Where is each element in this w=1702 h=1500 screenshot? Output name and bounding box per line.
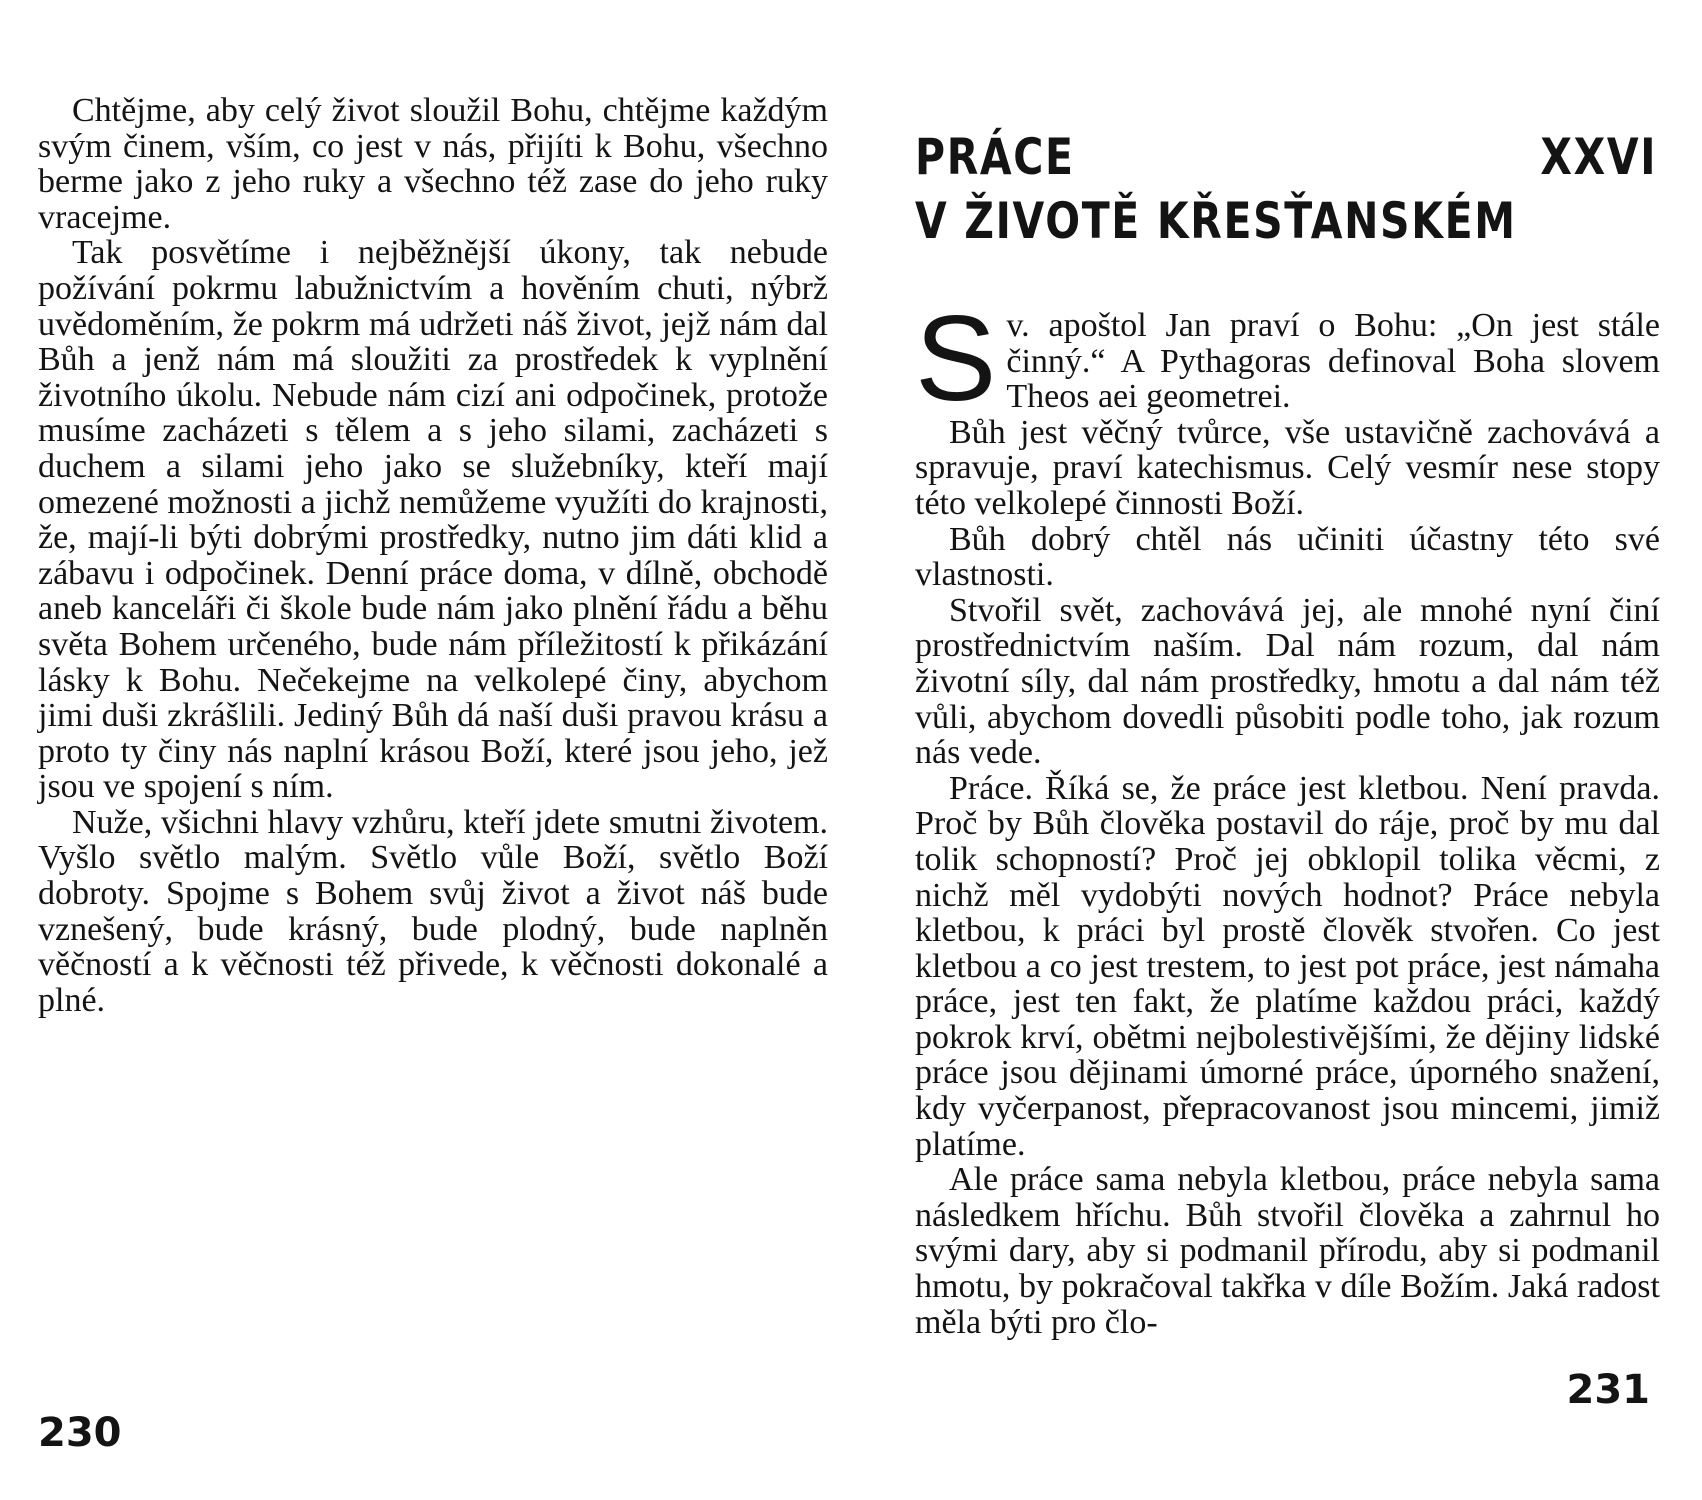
paragraph: Ale práce sama nebyla kletbou, práce nebyla sama následkem hříchu. Bůh stvořil člověka a zahrnul ho svými dary, aby si podmanil přírodu, aby si podmanil hmotu, by pokračoval takřka v díle Božím. Jaká radost měla býti pro člo- [915, 1161, 1660, 1341]
paragraph: Chtějme, aby celý život sloužil Bohu, chtějme každým svým činem, vším, co jest v nás, přijíti k Bohu, všechno berme jako z jeho ruky a všechno též zase do jeho ruky vracejme. [38, 92, 828, 236]
paragraph: Tak posvětíme i nejběžnější úkony, tak nebude požívání pokrmu labužnictvím a hověním chuti, nýbrž uvědoměním, že pokrm má udržeti náš život, jejž nám dal Bůh a jenž nám má sloužiti za prostředek k vyplnění životního úkolu. Nebude nám cizí ani odpočinek, protože musíme zacházeti s tělem a s jeho silami, zacházeti s duchem a silami jeho jako se služebníky, kteří mají omezené možnosti a jichž nemůžeme využíti do krajnosti, že, mají-li býti dobrými prostředky, nutno jim dáti klid a zábavu i odpočinek. Denní práce doma, v dílně, obchodě aneb kanceláři či škole bude nám jako plnění řádu a běhu světa Bohem určeného, bude nám příležitostí k přikázání lásky k Bohu. Nečekejme na velkolepé činy, abychom jimi duši zkrášlili. Jediný Bůh dá naší duši pravou krásu a proto ty činy nás naplní krásou Boží, které jsou jeho, jež jsou ve spojení s ním. [38, 234, 828, 806]
chapter-heading [915, 128, 1658, 256]
paragraph: Práce. Říká se, že práce jest kletbou. Není pravda. Proč by Bůh člověka postavil do ráje, proč by mu dal tolik schopností? Proč jej obklopil tolika věcmi, z nichž měl vydobýti nových hodnot? Práce nebyla kletbou, k práci byl prostě člověk stvořen. Co jest kletbou a co jest trestem, to jest pot práce, jest námaha práce, jest ten fakt, že platíme každou práci, každý pokrok krví, obětmi nejbolestivějšími, že dějiny lidské práce jsou dějinami úmorné práce, úporného snažení, kdy vyčerpanost, přepracovanost jsou mincemi, jimiž platíme. [915, 769, 1660, 1163]
paragraph: Bůh dobrý chtěl nás učiniti účastny této své vlastnosti. [915, 520, 1660, 594]
page-number-left: 230 [38, 1410, 122, 1456]
paragraph: Nuže, všichni hlavy vzhůru, kteří jdete smutni životem. Vyšlo světlo malým. Světlo vůle Boží, světlo Boží dobroty. Spojme s Bohem svůj život a život náš bude vznešený, bude krásný, bude plodný, bude naplněn věčností a k věčnosti též přivede, k věčnosti dokonalé a plné. [38, 803, 828, 1019]
opening-paragraph-text: v. apoštol Jan praví o Bohu: „On jest stále činný.“ A Pythagoras definoval Boha slovem Theos aei geometrei. [1006, 307, 1660, 416]
chapter-title-line2: V ŽIVOTĚ KŘESŤANSKÉM [915, 192, 1517, 250]
opening-paragraph [915, 290, 1660, 426]
paragraph: Bůh jest věčný tvůrce, vše ustavičně zachovává a spravuje, praví katechismus. Celý vesmír nese stopy této velkolepé činnosti Boží. [915, 413, 1660, 522]
left-page-text [38, 93, 828, 1018]
drop-cap: S [915, 290, 997, 426]
right-page-text [915, 290, 1660, 1341]
left-page [38, 0, 828, 1500]
chapter-number: XXVI [1540, 128, 1658, 186]
chapter-title-line1: PRÁCE [915, 128, 1075, 186]
page-number-right: 231 [1566, 1367, 1650, 1413]
right-page [915, 0, 1660, 1500]
paragraph: Stvořil svět, zachovává jej, ale mnohé nyní činí prostřednictvím naším. Dal nám rozum, dal nám životní síly, dal nám prostředky, hmotu a dal nám též vůli, abychom dovedli působiti podle toho, jak rozum nás vede. [915, 591, 1660, 772]
